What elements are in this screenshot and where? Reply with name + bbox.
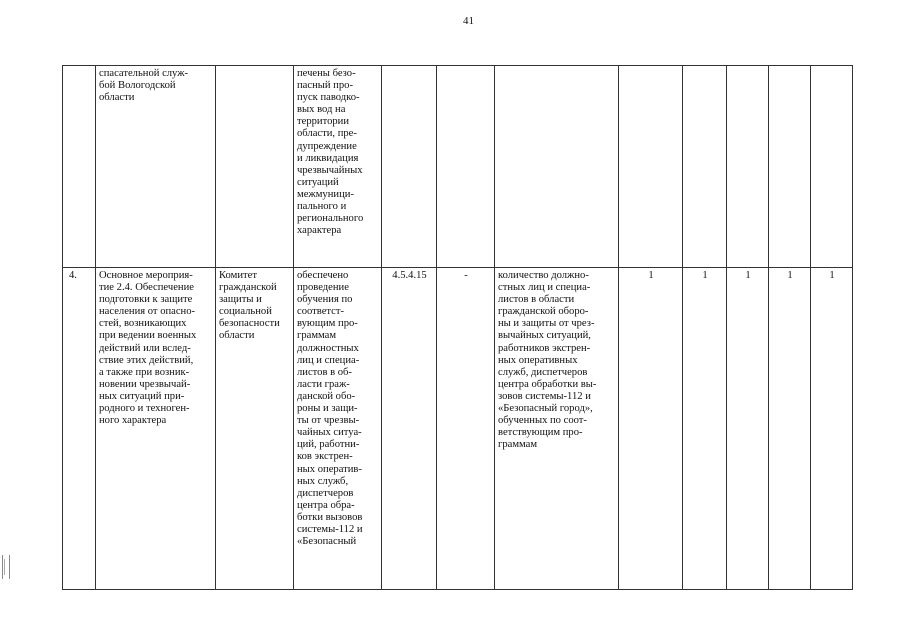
measures-table xyxy=(62,65,853,590)
cell-measure: Основное мероприя- тие 2.4. Обеспечение подготовки к защите населения от опасно- стей, возникающих при ведении военных действий или вслед- ствие этих действий, а также при возник- новении чрезвычай- ных ситуаций при- родного и техноген- ного характера xyxy=(96,268,216,590)
cell-indicator: количество должно- стных лиц и специа- листов в области гражданской оборо- ны и защиты от чрез- вычайных ситуаций, работников экстрен- ных оперативных служб, диспетчеров центра обработки вы- зовов системы-112 и «Безопасный город», обученных по соот- ветствующим про- граммам xyxy=(495,268,619,590)
cell-value-4 xyxy=(769,66,811,268)
cell-value-4: 1 xyxy=(769,268,811,590)
cell-executor: Комитет гражданской защиты и социальной безопасности области xyxy=(216,268,294,590)
cell-col6 xyxy=(437,66,495,268)
cell-value-5: 1 xyxy=(811,268,853,590)
cell-value-1: 1 xyxy=(619,268,683,590)
cell-code xyxy=(382,66,437,268)
cell-executor xyxy=(216,66,294,268)
cell-value-5 xyxy=(811,66,853,268)
cell-col6: - xyxy=(437,268,495,590)
cell-result: обеспечено проведение обучения по соответст- вующим про- граммам должностных лиц и специа- листов в об- ласти граж- данской обо- роны и защи- ты от чрезвы- чайных ситуа- ций, работни- ков экстрен- ных оператив- ных служб, диспетчеров центра обра- ботки вызовов системы-112 и «Безопасный xyxy=(294,268,382,590)
table-row xyxy=(63,268,853,590)
cell-measure: спасательной служ- бой Вологодской области xyxy=(96,66,216,268)
scan-edge-mark xyxy=(2,555,10,579)
cell-number: 4. xyxy=(63,268,96,590)
cell-number xyxy=(63,66,96,268)
cell-value-3: 1 xyxy=(727,268,769,590)
cell-value-2 xyxy=(683,66,727,268)
cell-indicator xyxy=(495,66,619,268)
table-row xyxy=(63,66,853,268)
cell-code: 4.5.4.15 xyxy=(382,268,437,590)
cell-value-1 xyxy=(619,66,683,268)
cell-value-2: 1 xyxy=(683,268,727,590)
cell-result: печены безо- пасный про- пуск паводко- вых вод на территории области, пре- дупреждение и ликвидация чрезвычайных ситуаций межмуници- пального и регионального характера xyxy=(294,66,382,268)
page-number: 41 xyxy=(463,15,474,27)
cell-value-3 xyxy=(727,66,769,268)
